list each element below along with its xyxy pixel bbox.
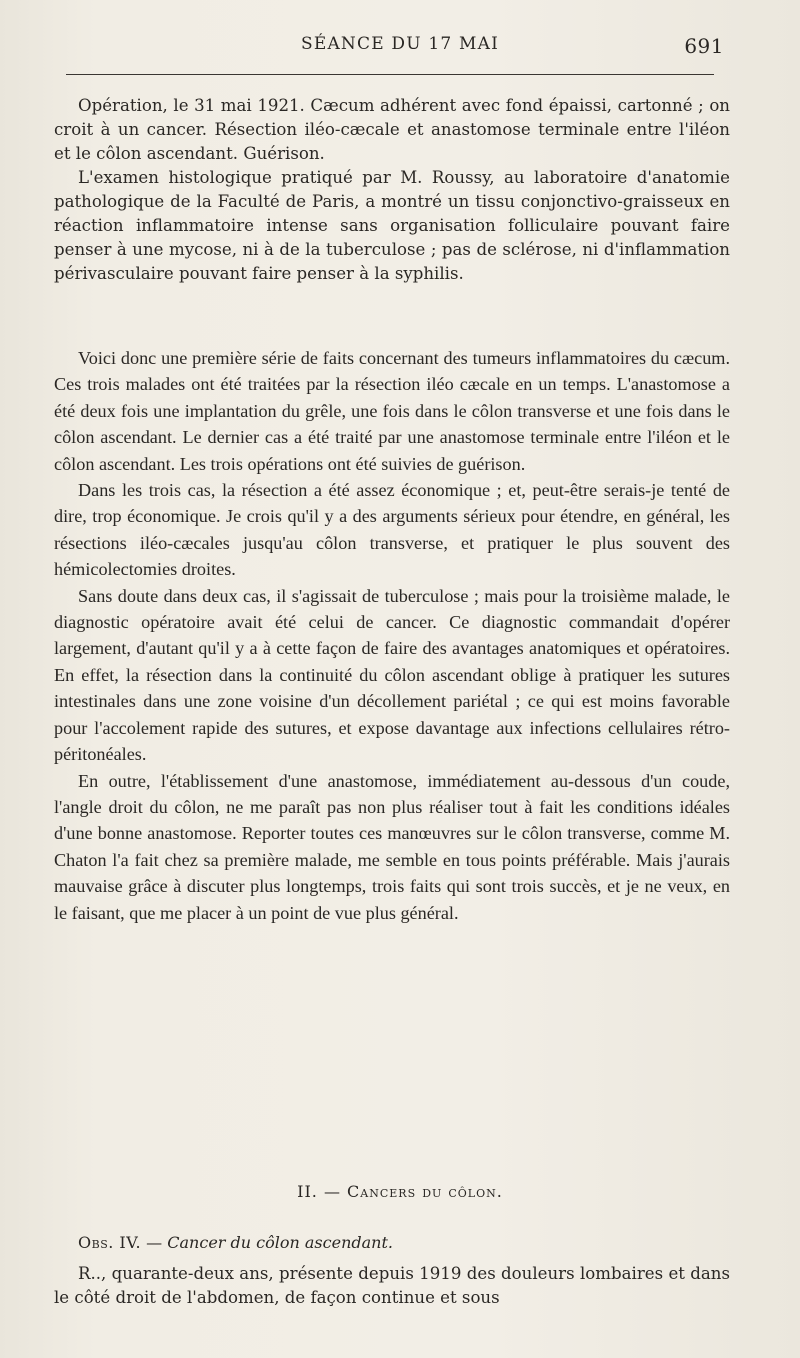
observation-dash: —	[146, 1233, 163, 1252]
case-note	[54, 94, 730, 286]
observation-paragraph: R.., quarante-deux ans, présente depuis 1919 des douleurs lombaires et dans le côté droit de l'abdomen, de façon continue et sous	[54, 1264, 730, 1307]
header-rule	[66, 74, 714, 75]
body-paragraph: En outre, l'établissement d'une anastomose, immédiatement au-dessous d'un coude, l'angle droit du côlon, ne me paraît pas non plus réaliser tout à fait les conditions idéales d'une bonne anastomose. Reporter toutes ces manœuvres sur le côlon transverse, comme M. Chaton l'a fait chez sa première malade, me semble en tous points préférable. Mais j'aurais mauvaise grâce à discuter plus longtemps, trois faits qui sont trois succès, et je ne veux, en le faisant, que me placer à un point de vue plus général.	[54, 770, 730, 923]
body-paragraph: Sans doute dans deux cas, il s'agissait de tuberculose ; mais pour la troisième malade, le diagnostic opératoire avait été celui de cancer. Ce diagnostic commandait d'opérer largement, d'autant qu'il y a à cette façon de faire des avantages anatomiques et opératoires. En effet, la résection dans la continuité du côlon ascendant oblige à pratiquer les sutures intestinales dans une zone voisine d'un décollement pariétal ; ce qui est moins favorable pour l'accolement rapide des sutures, et expose davantage aux infections cellulaires rétro-péritonéales.	[54, 585, 730, 765]
observation-title: Cancer du côlon ascendant.	[167, 1233, 393, 1252]
running-title: SÉANCE DU 17 MAI	[300, 34, 500, 54]
section-heading: II. — Cancers du côlon.	[297, 1182, 503, 1201]
discussion-text	[54, 345, 730, 926]
case-note-paragraph: L'examen histologique pratiqué par M. Roussy, au laboratoire d'anatomie pathologique de la Faculté de Paris, a montré un tissu conjonctivo-graisseux en réaction inflammatoire intense sans organisation folliculaire pouvant faire penser à une mycose, ni à de la tuberculose ; pas de sclérose, ni d'inflammation périvasculaire pouvant faire penser à la syphilis.	[54, 168, 730, 283]
observation-label: Obs. IV.	[78, 1233, 142, 1252]
body-paragraph: Dans les trois cas, la résection a été assez économique ; et, peut-être serais-je tenté de dire, trop économique. Je crois qu'il y a des arguments sérieux pour étendre, en général, les résections iléo-cæcales jusqu'au côlon transverse, et pratiquer le plus souvent des hémicolectomies droites.	[54, 480, 730, 580]
running-head	[0, 34, 800, 58]
observation-body	[54, 1262, 730, 1310]
case-note-paragraph: Opération, le 31 mai 1921. Cæcum adhérent avec fond épaissi, cartonné ; on croit à un cancer. Résection iléo-cæcale et anastomose terminale entre l'iléon et le côlon ascendant. Guérison.	[54, 96, 730, 163]
page-number: 691	[684, 34, 724, 58]
observation-heading	[78, 1233, 393, 1252]
body-paragraph: Voici donc une première série de faits concernant des tumeurs inflammatoires du cæcum. Ces trois malades ont été traitées par la résection iléo cæcale en un temps. L'anastomose a été deux fois une implantation du grêle, une fois dans le côlon transverse et une fois dans le côlon ascendant. Le dernier cas a été traité par une anastomose terminale entre l'iléon et le côlon ascendant. Les trois opérations ont été suivies de guérison.	[54, 348, 730, 474]
